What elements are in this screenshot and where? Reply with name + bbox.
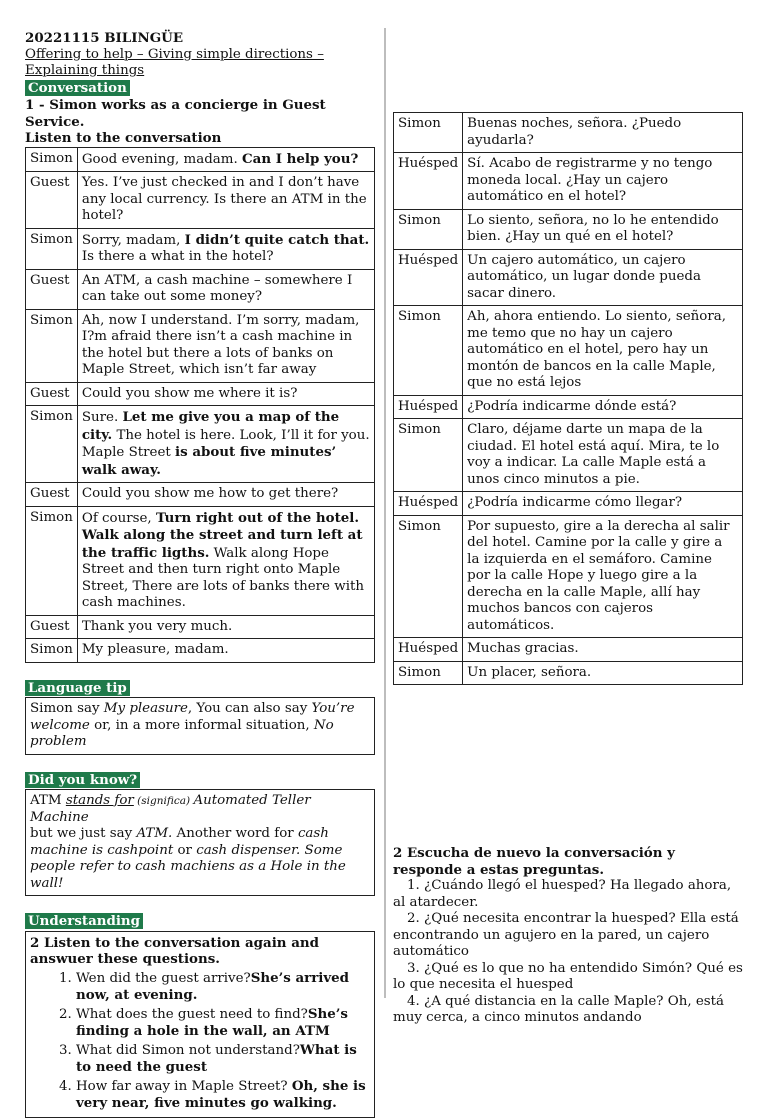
conversation-row — [394, 209, 743, 249]
intro-line-1: 1 - Simon works as a concierge in Guest Service. — [25, 97, 326, 130]
speaker-cell: Guest — [26, 172, 78, 229]
line-key-phrase: Turn right out of the hotel. Walk along the street and turn left at the traffic ligths. — [81, 509, 363, 561]
conversation-row — [394, 515, 743, 638]
understanding-box — [25, 931, 375, 1118]
line-text: Could you show me where it is? — [81, 385, 298, 401]
dyk-text: ATM — [30, 793, 66, 808]
conversation-row — [394, 419, 743, 492]
conversation-row — [26, 406, 375, 483]
speaker-cell: Simon — [26, 639, 78, 663]
document-subtitle — [25, 47, 375, 80]
dyk-phrase: Automated Teller Machine — [30, 793, 311, 825]
line-text: Of course, — [81, 510, 156, 526]
conversation-row — [26, 228, 375, 269]
conversation-row — [26, 382, 375, 406]
line-text: My pleasure, madam. — [81, 642, 229, 657]
line-cell: Claro, déjame darte un mapa de la ciudad. El hotel está aquí. Mira, te lo voy a indicar. La calle Maple está a unos cinco minutos a pie. — [463, 419, 743, 492]
conversation-table-spanish — [393, 112, 743, 685]
dyk-phrase: stands for — [65, 793, 134, 808]
line-text: Good evening, madam. — [81, 151, 242, 167]
dyk-text: Another word for — [172, 826, 298, 841]
dyk-text: but we just say — [30, 826, 137, 841]
conversation-row — [26, 615, 375, 639]
speaker-cell: Huésped — [394, 395, 463, 419]
line-key-phrase: I didn’t quite catch that. — [184, 231, 370, 248]
line-cell — [77, 639, 374, 663]
escucha-answers — [393, 878, 743, 1027]
line-cell — [77, 615, 374, 639]
line-text: Ah, now I understand. I’m sorry, madam, I?m afraid there isn’t a cash machine in the hotel but there a lots of banks on Maple Street, which isn’t far away — [81, 312, 360, 377]
line-cell: ¿Podría indicarme dónde está? — [463, 395, 743, 419]
did-you-know-box — [25, 789, 375, 896]
escucha-answer: 1. ¿Cuándo llegó el huesped? Ha llegado ahora, al atardecer. — [393, 878, 732, 910]
answer-text: Oh, she is very near, five minutes go walking. — [76, 1077, 366, 1111]
dyk-phrase: cash dispenser. Some people refer to cash machiens as a Hole in the wall! — [30, 842, 346, 891]
left-column — [25, 30, 375, 1118]
conversation-row — [26, 483, 375, 507]
speaker-cell: Huésped — [394, 153, 463, 210]
conversation-intro — [25, 97, 375, 147]
speaker-cell: Guest — [26, 615, 78, 639]
line-text: Yes. I’ve just checked in and I don’t have any local currency. Is there an ATM in the hotel? — [81, 175, 367, 223]
line-cell — [77, 269, 374, 309]
line-text: Sure. — [81, 410, 123, 425]
line-text: Walk along Hope Street and then turn right onto Maple Street, There are lots of banks there with cash machines. — [81, 545, 364, 610]
speaker-cell: Simon — [394, 209, 463, 249]
document-title: 20221115 BILINGÜE — [25, 30, 184, 46]
tip-text: , You can also say — [187, 701, 312, 716]
conversation-row — [394, 113, 743, 153]
line-key-phrase: Can I help you? — [241, 150, 359, 167]
subtitle-line-2: Explaining things — [25, 63, 145, 78]
tip-text: or, in a more informal situation, — [89, 717, 314, 733]
line-cell — [77, 147, 374, 172]
subtitle-line-1: Offering to help – Giving simple directions – — [25, 46, 324, 62]
escucha-answer: 4. ¿A qué distancia en la calle Maple? Oh, está muy cerca, a cinco minutos andando — [393, 993, 724, 1025]
conversation-label: Conversation — [25, 80, 130, 96]
line-cell — [77, 172, 374, 229]
dyk-translation: (significa) — [133, 795, 194, 807]
question-item — [76, 970, 370, 1005]
question-text: What did Simon not understand? — [76, 1042, 300, 1058]
conversation-row — [26, 639, 375, 663]
right-column — [393, 112, 743, 1027]
speaker-cell: Simon — [394, 419, 463, 492]
line-cell: Lo siento, señora, no lo he entendido bien. ¿Hay un qué en el hotel? — [463, 209, 743, 249]
line-cell — [77, 406, 374, 483]
speaker-cell: Guest — [26, 269, 78, 309]
line-text: Is there a what in the hotel? — [81, 249, 274, 264]
understanding-questions — [30, 970, 370, 1113]
speaker-cell: Huésped — [394, 249, 463, 306]
speaker-cell: Huésped — [394, 638, 463, 662]
speaker-cell: Simon — [26, 147, 78, 172]
column-divider — [384, 28, 386, 998]
line-cell: Un cajero automático, un cajero automático, un lugar donde pueda sacar dinero. — [463, 249, 743, 306]
understanding-label: Understanding — [25, 913, 143, 929]
speaker-cell: Simon — [26, 506, 78, 615]
line-cell: Sí. Acabo de registrarme y no tengo moneda local. ¿Hay un cajero automático en el hotel? — [463, 153, 743, 210]
question-item — [76, 1006, 370, 1041]
conversation-row — [394, 661, 743, 685]
line-cell — [77, 382, 374, 406]
tip-phrase: My pleasure — [103, 701, 188, 716]
question-text: Wen did the guest arrive? — [76, 970, 251, 986]
line-cell — [77, 483, 374, 507]
conversation-row — [26, 269, 375, 309]
line-text: Sorry, madam, — [81, 232, 185, 248]
line-cell: Buenas noches, señora. ¿Puedo ayudarla? — [463, 113, 743, 153]
understanding-heading: 2 Listen to the conversation again and answuer these questions. — [30, 934, 319, 967]
line-key-phrase: is about five minutes’ walk away. — [81, 444, 337, 478]
line-text: Could you show me how to get there? — [81, 486, 339, 501]
conversation-row — [26, 506, 375, 615]
conversation-row — [394, 395, 743, 419]
question-text: How far away in Maple Street? — [76, 1078, 292, 1094]
conversation-row — [394, 306, 743, 396]
language-tip-box — [25, 697, 375, 755]
tip-phrase: You’re welcome — [30, 701, 355, 733]
line-text: Thank you very much. — [81, 618, 233, 634]
speaker-cell: Simon — [26, 309, 78, 382]
line-cell: Muchas gracias. — [463, 638, 743, 662]
conversation-row — [394, 249, 743, 306]
conversation-row — [394, 153, 743, 210]
answer-text: She’s arrived now, at evening. — [76, 969, 350, 1003]
conversation-row — [26, 147, 375, 172]
line-cell: Un placer, señora. — [463, 661, 743, 685]
answer-text: She’s finding a hole in the wall, an ATM — [76, 1005, 348, 1039]
speaker-cell: Guest — [26, 382, 78, 406]
question-item — [76, 1078, 370, 1113]
line-cell — [77, 506, 374, 615]
escucha-answer: 2. ¿Qué necesita encontrar la huesped? Ella está encontrando un agujero en la pared, un cajero automático — [393, 911, 739, 959]
dyk-phrase: cash machine is cashpoint — [30, 826, 329, 858]
speaker-cell: Huésped — [394, 492, 463, 516]
speaker-cell: Simon — [394, 661, 463, 685]
speaker-cell: Simon — [394, 306, 463, 396]
dyk-text: or — [173, 842, 197, 858]
conversation-row — [394, 638, 743, 662]
line-cell — [77, 309, 374, 382]
intro-line-2: Listen to the conversation — [25, 130, 222, 146]
line-cell: Por supuesto, gire a la derecha al salir del hotel. Camine por la calle y gire a la izquierda en el semáforo. Camine por la calle Hope y luego gire a la derecha en la calle Maple, allí hay muchos bancos con cajeros automáticos. — [463, 515, 743, 638]
question-text: What does the guest need to find? — [76, 1006, 308, 1022]
line-cell: ¿Podría indicarme cómo llegar? — [463, 492, 743, 516]
question-item — [76, 1042, 370, 1077]
conversation-row — [26, 309, 375, 382]
tip-text: Simon say — [30, 701, 104, 716]
escucha-heading: 2 Escucha de nuevo la conversación y responde a estas preguntas. — [393, 845, 675, 878]
speaker-cell: Simon — [26, 406, 78, 483]
tip-phrase: No problem — [30, 717, 334, 749]
speaker-cell: Guest — [26, 483, 78, 507]
speaker-cell: Simon — [394, 113, 463, 153]
line-cell — [77, 228, 374, 269]
line-key-phrase: Let me give you a map of the city. — [81, 409, 340, 443]
speaker-cell: Simon — [26, 228, 78, 269]
speaker-cell: Simon — [394, 515, 463, 638]
answer-text: What is to need the guest — [76, 1041, 357, 1075]
dyk-phrase: ATM. — [136, 826, 173, 841]
conversation-table-english — [25, 147, 375, 663]
conversation-row — [394, 492, 743, 516]
line-text: An ATM, a cash machine – somewhere I can take out some money? — [81, 272, 353, 304]
did-you-know-label: Did you know? — [25, 772, 140, 788]
line-cell: Ah, ahora entiendo. Lo siento, señora, me temo que no hay un cajero automático en el hotel, pero hay un montón de bancos en la calle Maple, que no está lejos — [463, 306, 743, 396]
escucha-answer: 3. ¿Qué es lo que no ha entendido Simón? Qué es lo que necesita el huesped — [393, 960, 743, 992]
language-tip-label: Language tip — [25, 680, 130, 696]
line-text: The hotel is here. Look, I’ll it for you. Maple Street — [81, 427, 370, 460]
conversation-row — [26, 172, 375, 229]
